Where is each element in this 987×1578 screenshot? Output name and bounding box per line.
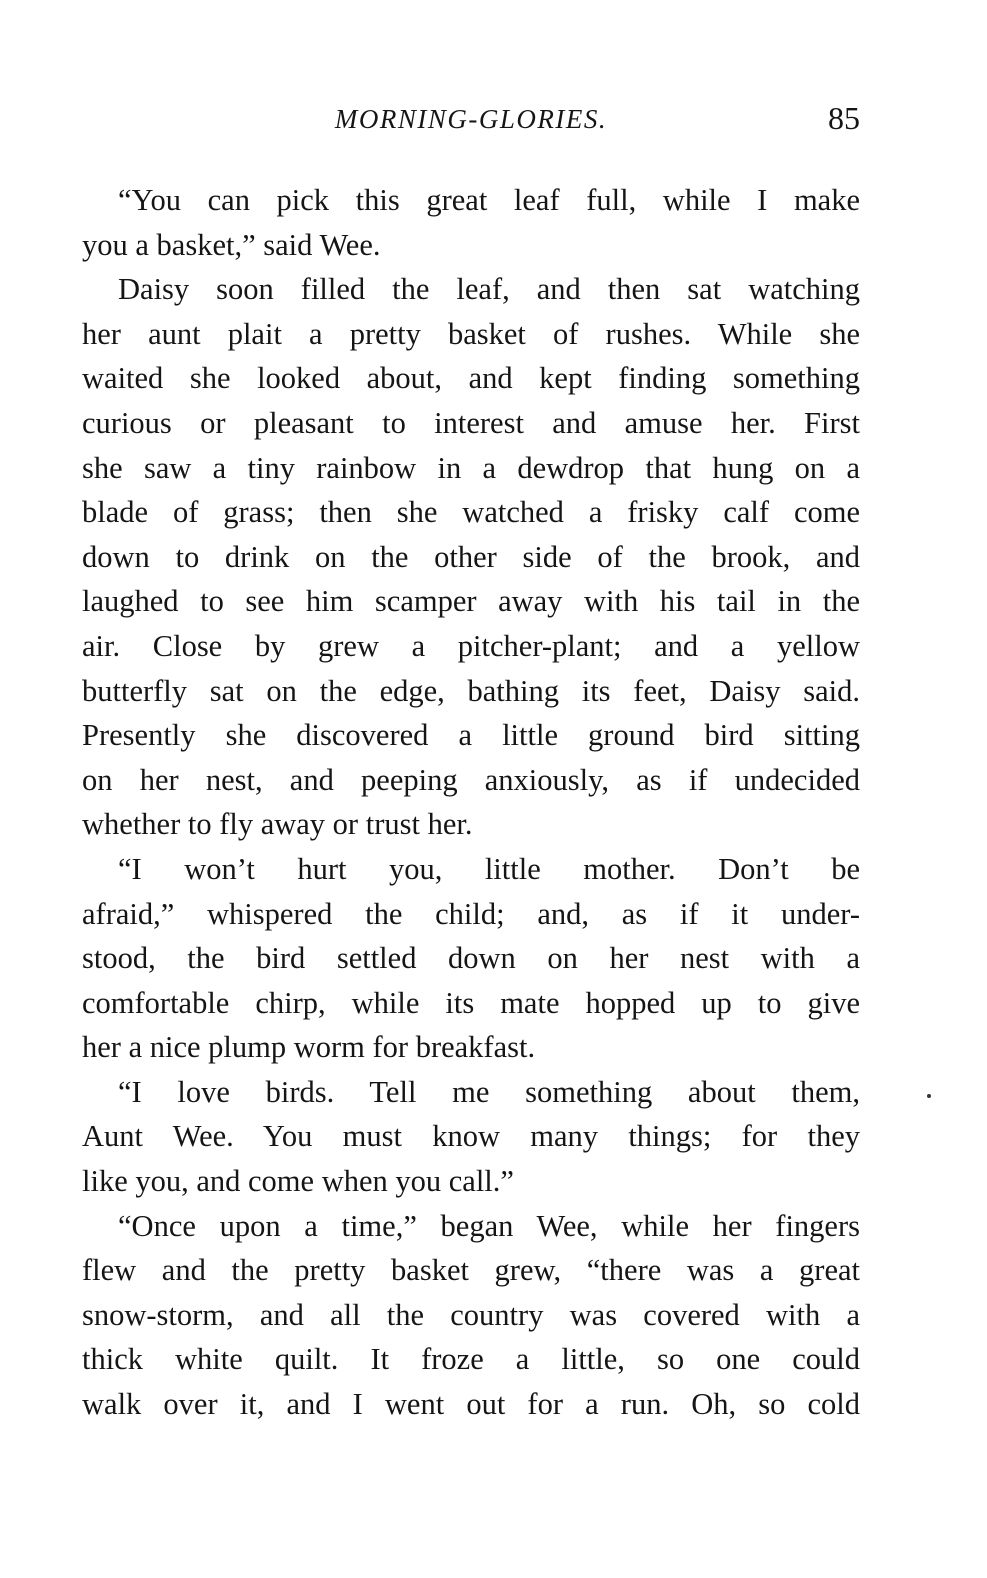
- text-line: like you, and come when you call.”: [82, 1164, 514, 1199]
- page-number: 85: [828, 100, 860, 136]
- text-line: her aunt plait a pretty basket of rushes. While she: [82, 316, 860, 351]
- text-line: Aunt Wee. You must know many things; for they: [82, 1119, 860, 1154]
- running-head: [82, 100, 860, 144]
- running-title: MORNING-GLORIES.: [334, 104, 608, 134]
- text-line: on her nest, and peeping anxiously, as if undecided: [82, 762, 860, 797]
- text-line: “I won’t hurt you, little mother. Don’t be: [118, 851, 860, 886]
- text-line: walk over it, and I went out for a run. Oh, so cold: [82, 1387, 860, 1422]
- text-line: her a nice plump worm for breakfast.: [82, 1030, 536, 1065]
- text-line: stood, the bird settled down on her nest with a: [82, 941, 860, 976]
- text-line: whether to fly away or trust her.: [82, 807, 473, 842]
- text-line: down to drink on the other side of the brook, and: [82, 539, 860, 574]
- text-line: “I love birds. Tell me something about them,: [118, 1074, 860, 1109]
- text-line: comfortable chirp, while its mate hopped up to give: [82, 985, 860, 1020]
- text-line: Presently she discovered a little ground bird sitting: [82, 718, 860, 753]
- text-line: waited she looked about, and kept finding something: [82, 361, 860, 396]
- text-line: you a basket,” said Wee.: [82, 227, 381, 262]
- ink-speck: [927, 1094, 931, 1098]
- text-line: “Once upon a time,” began Wee, while her fingers: [118, 1208, 860, 1243]
- body-text: [82, 178, 860, 1427]
- text-line: laughed to see him scamper away with his tail in the: [82, 584, 860, 619]
- text-line: “You can pick this great leaf full, while I make: [118, 183, 860, 217]
- text-line: air. Close by grew a pitcher-plant; and a yellow: [82, 628, 860, 663]
- text-line: she saw a tiny rainbow in a dewdrop that hung on a: [82, 450, 860, 485]
- text-line: afraid,” whispered the child; and, as if it under-: [82, 896, 860, 931]
- text-line: flew and the pretty basket grew, “there was a great: [82, 1253, 860, 1288]
- text-line: butterfly sat on the edge, bathing its feet, Daisy said.: [82, 673, 860, 708]
- text-line: curious or pleasant to interest and amuse her. First: [82, 405, 860, 440]
- text-line: thick white quilt. It froze a little, so one could: [82, 1342, 860, 1377]
- text-line: snow-storm, and all the country was covered with a: [82, 1297, 860, 1332]
- text-line: blade of grass; then she watched a frisky calf come: [82, 495, 860, 530]
- text-line: Daisy soon filled the leaf, and then sat watching: [118, 272, 860, 307]
